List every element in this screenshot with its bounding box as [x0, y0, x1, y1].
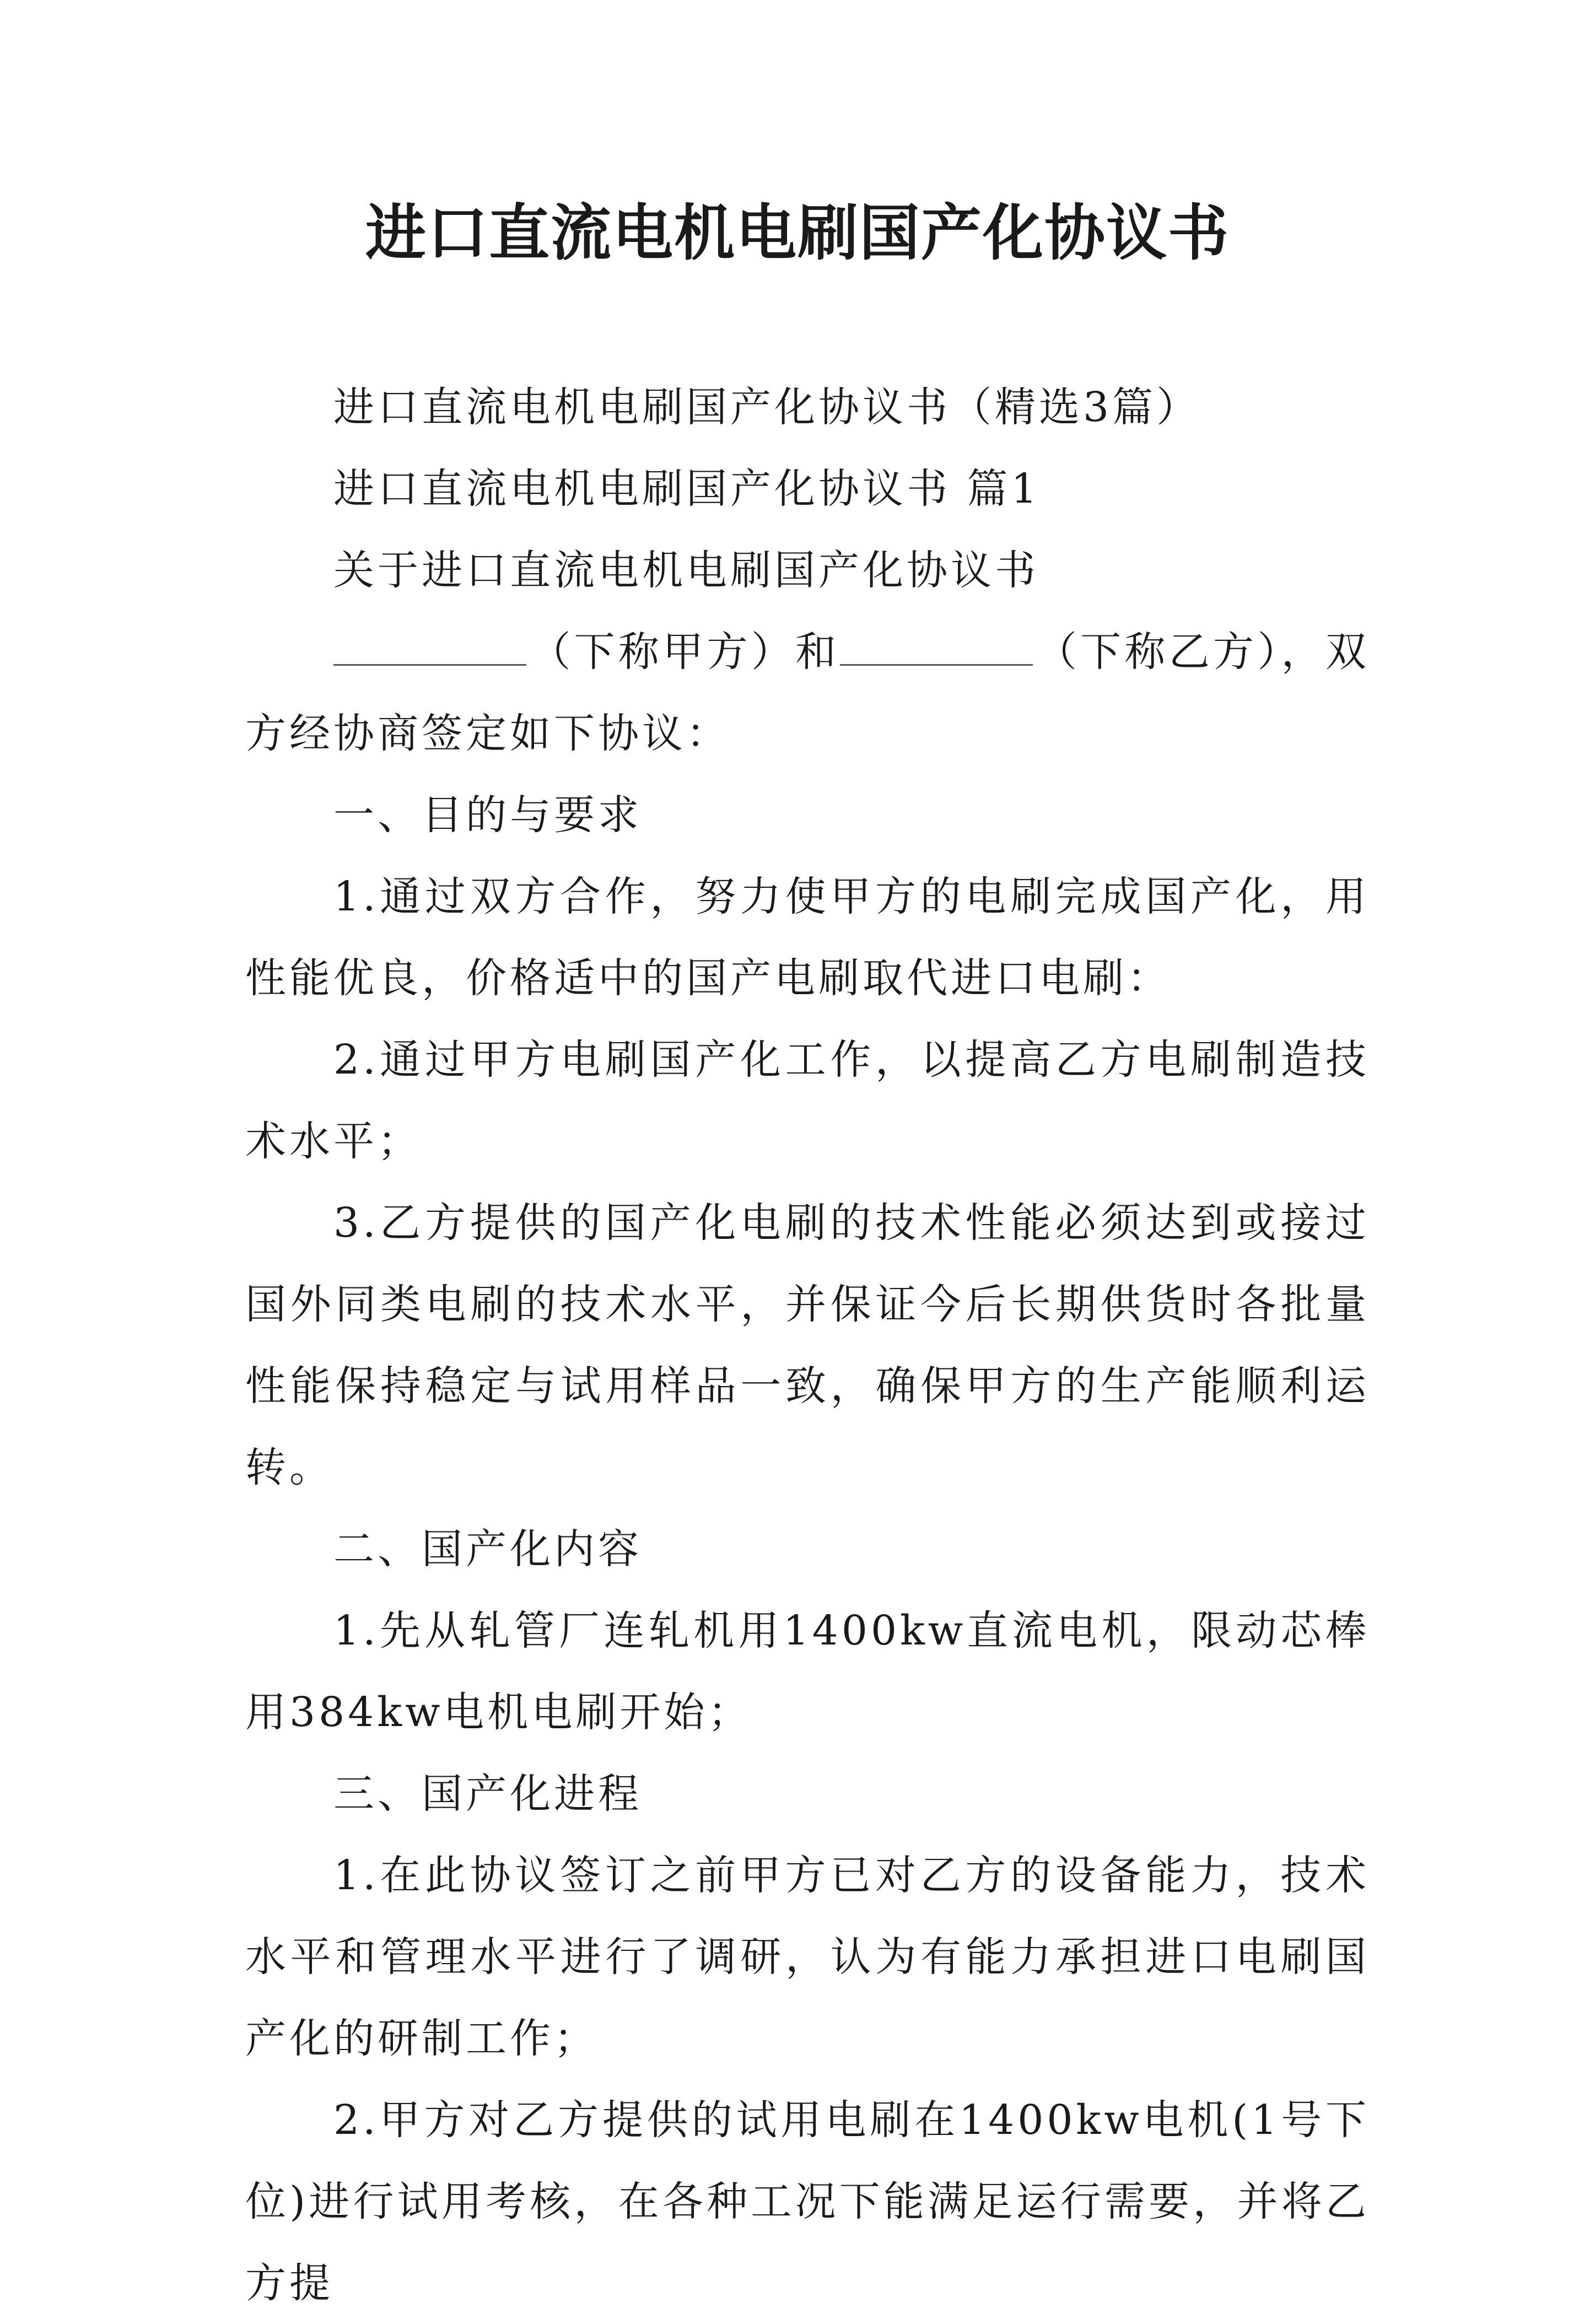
- document-subtitle: 进口直流电机电刷国产化协议书（精选3篇）: [333, 384, 1201, 431]
- party-b-blank: [840, 626, 1033, 666]
- party-a-label: （下称甲方）和: [530, 628, 840, 676]
- section-item: 2.通过甲方电刷国产化工作，以提高乙方电刷制造技术水平；: [245, 1036, 1370, 1165]
- section-item: 2.甲方对乙方提供的试用电刷在1400kw电机(1号下位)进行试用考核，在各种工况下能满足运行需要，并将乙方提: [245, 2096, 1370, 2307]
- document-body: [245, 366, 1370, 2324]
- section-item: 1.在此协议签订之前甲方已对乙方的设备能力，技术水平和管理水平进行了调研，认为有能力承担进口电刷国产化的研制工作；: [245, 1852, 1370, 2062]
- parties-paragraph: [245, 611, 1370, 774]
- section-item: 1.先从轧管厂连轧机用1400kw直流电机，限动芯棒用384kw电机电刷开始；: [245, 1607, 1370, 1736]
- agreement-heading: 关于进口直流电机电刷国产化协议书: [333, 547, 1039, 594]
- party-b-label: （下称乙方），双方经协商签定如下协议：: [245, 628, 1370, 757]
- section-heading: 一、目的与要求: [333, 791, 642, 839]
- part-heading: 进口直流电机电刷国产化协议书 篇1: [333, 465, 1041, 513]
- section-item: 3.乙方提供的国产化电刷的技术性能必须达到或接过国外同类电刷的技术水平，并保证今后长期供货时各批量性能保持稳定与试用样品一致，确保甲方的生产能顺利运转。: [245, 1199, 1370, 1491]
- section-heading: 二、国产化内容: [333, 1525, 642, 1573]
- document-title: 进口直流电机电刷国产化协议书: [365, 197, 1230, 268]
- section-item: 1.通过双方合作，努力使甲方的电刷完成国产化，用性能优良，价格适中的国产电刷取代进口电刷：: [245, 873, 1370, 1002]
- party-a-blank: [333, 626, 526, 666]
- section-heading: 三、国产化进程: [333, 1770, 642, 1818]
